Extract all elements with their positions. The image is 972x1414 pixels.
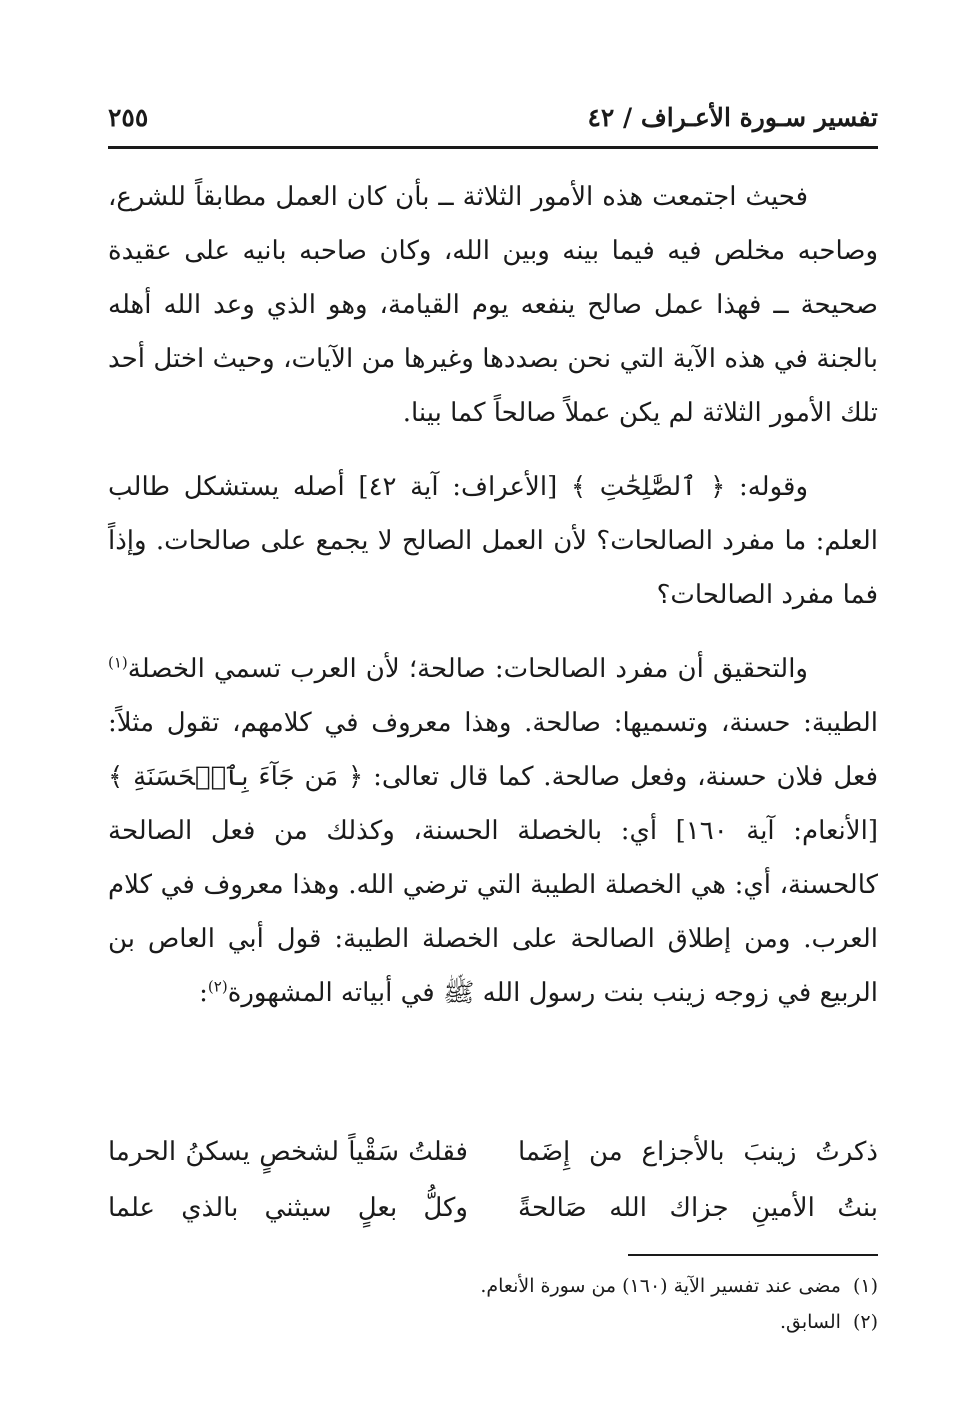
poem-first-hemistich: ذكرتُ زينبَ بالأجزاع من إِضَما — [518, 1137, 878, 1167]
footnote-2 — [108, 1304, 878, 1340]
footnote-number: (١) — [852, 1275, 878, 1297]
paragraph-2: وقوله: ﴿ ٱلصَّٰلِحَٰتِ ﴾ [الأعراف: آية ٤٢] أصله يستشكل طالب العلم: ما مفرد الصالحات؟ لأن العمل الصالح لا يجمع على صالحات. وإذاً فما مفرد الصالحات؟ — [108, 472, 878, 610]
poem-verse — [108, 1180, 878, 1236]
poem-second-hemistich: فقلتُ سَقْياً لشخصٍ يسكنُ الحرما — [108, 1137, 468, 1167]
footnote-separator — [628, 1254, 878, 1256]
poem-first-hemistich: بنتُ الأمينِ جزاك الله صَالحةً — [518, 1193, 878, 1223]
body-text — [108, 170, 878, 1020]
page-header — [108, 95, 878, 143]
footnotes — [108, 1268, 878, 1340]
poem-second-hemistich: وكلُّ بعلٍ سيثني بالذي علما — [108, 1193, 468, 1223]
page-number: ٢٥٥ — [108, 103, 149, 132]
footnote-number: (٢) — [852, 1311, 878, 1333]
footnote-marker-1: (١) — [108, 653, 128, 672]
running-title: تفسير سـورة الأعـراف / ٤٢ — [587, 103, 878, 132]
poem-verse — [108, 1124, 878, 1180]
paragraph-3 — [108, 642, 878, 1020]
poem — [108, 1124, 878, 1236]
paragraph-1: فحيث اجتمعت هذه الأمور الثلاثة ــ بأن كان العمل مطابقاً للشرع، وصاحبه مخلص فيه فيما بينه وبين الله، وكان صاحبه بانيه على عقيدة صحيحة ــ فهذا عمل صالح ينفعه يوم القيامة، وهو الذي وعد الله أهله بالجنة في هذه الآية التي نحن بصددها وغيرها من الآيات، وحيث اختل أحد تلك الأمور الثلاثة لم يكن عملاً صالحاً كما بينا. — [108, 182, 878, 428]
footnote-marker-2: (٢) — [207, 977, 228, 996]
paragraph-3-part-1: والتحقيق أن مفرد الصالحات: صالحة؛ لأن العرب تسمي الخصلة — [127, 654, 808, 684]
footnote-text: مضى عند تفسير الآية (١٦٠) من سورة الأنعام. — [480, 1275, 841, 1297]
header-rule — [108, 146, 878, 149]
paragraph-3-tail: : — [199, 978, 208, 1008]
paragraph-3-part-2: الطيبة: حسنة، وتسميها: صالحة. وهذا معروف في كلامهم، تقول مثلاً: فعل فلان حسنة، وفعل صالحة. كما قال تعالى: ﴿ مَن جَآءَ بِٱلۡحَسَنَةِ ﴾ [الأنعام: آية ١٦٠] أي: بالخصلة الحسنة، وكذلك من فعل الصالحة كالحسنة، أي: هي الخصلة الطيبة التي ترضي الله. وهذا معروف في كلام العرب. ومن إطلاق الصالحة على الخصلة الطيبة: قول أبي العاص بن الربيع في زوجه زينب بنت رسول الله ﷺ في أبياته المشهورة — [108, 708, 878, 1008]
footnote-1 — [108, 1268, 878, 1304]
footnote-text: السابق. — [779, 1311, 841, 1333]
